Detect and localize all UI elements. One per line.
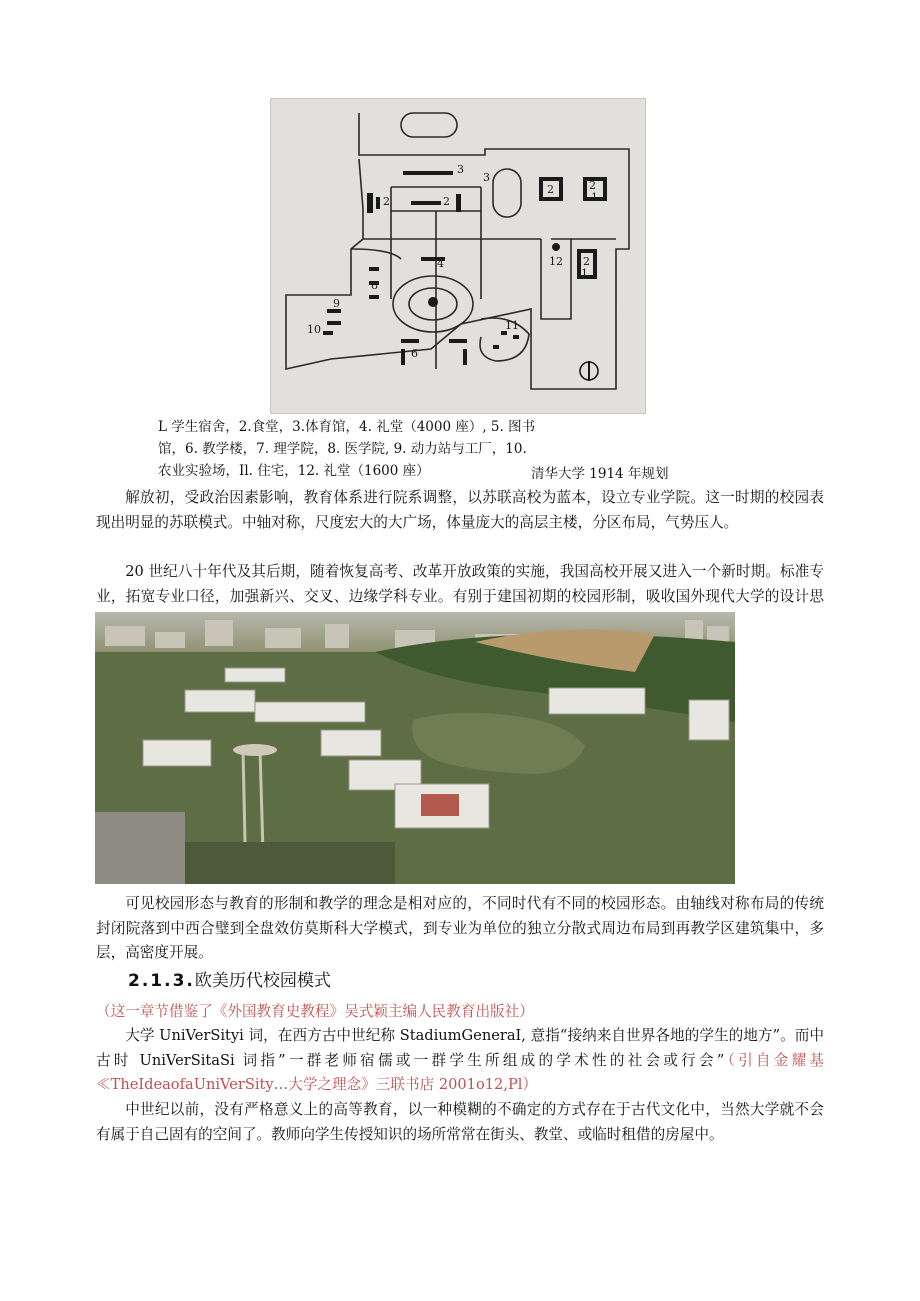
plan-label: 1 bbox=[581, 267, 588, 280]
plan-label: 3 bbox=[483, 171, 490, 184]
plan-label: 2 bbox=[443, 195, 450, 208]
plan-label: 9 bbox=[333, 297, 340, 310]
aerial-campus-photo bbox=[95, 612, 735, 884]
plan-label: 8 bbox=[371, 279, 378, 292]
paragraph: 20 世纪八十年代及其后期，随着恢复高考、改革开放政策的实施，我国高校开展又进入一个新时期。标准专业，拓宽专业口径，加强新兴、交叉、边缘学科专业。有别于建国初期的校园形制，吸收国外现代大学的设计思 bbox=[96, 563, 824, 605]
plan-label: 10 bbox=[307, 323, 321, 336]
plan-label: 2 bbox=[383, 195, 390, 208]
section-source-note: （这一章节借鉴了《外国教育史教程》吴式颖主编人民教育出版社） bbox=[96, 1003, 534, 1020]
plan-label: 3 bbox=[457, 163, 464, 176]
plan-label: 6 bbox=[411, 347, 418, 360]
figure-caption-title: 清华大学 1914 年规划 bbox=[531, 466, 669, 482]
section-title: 欧美历代校园模式 bbox=[194, 971, 331, 991]
campus-plan-figure bbox=[270, 98, 646, 414]
citation: （引自金耀基≪TheIdeaofaUniVerSity…大学之理念》三联书店 2001o12,Pl） bbox=[96, 1051, 824, 1093]
plan-label: 2 bbox=[547, 183, 554, 196]
plan-label: 2 bbox=[583, 255, 590, 268]
section-heading bbox=[128, 966, 331, 991]
plan-label: 1 bbox=[591, 191, 598, 204]
figure-caption-line: 馆，6. 教学楼，7. 理学院，8. 医学院, 9. 动力站与工厂，10. bbox=[158, 441, 527, 457]
plan-label: 11 bbox=[505, 319, 519, 332]
plan-label: 2 bbox=[589, 179, 596, 192]
figure-caption-line: L 学生宿舍，2.食堂，3.体育馆，4. 礼堂（4000 座）, 5. 图书 bbox=[158, 419, 536, 435]
plan-label: 4 bbox=[437, 257, 444, 270]
section-number: 2.1.3. bbox=[128, 971, 195, 991]
paragraph: 可见校园形态与教育的形制和教学的理念是相对应的，不同时代有不同的校园形态。由轴线对称布局的传统封闭院落到中西合璧到全盘效仿莫斯科大学模式，到专业为单位的独立分散式周边布局到再教学区建筑集中，多层，高密度开展。 bbox=[96, 895, 824, 961]
figure-caption-line: 农业实验场，Il. 住宅，12. 礼堂（1600 座） bbox=[158, 463, 430, 479]
paragraph bbox=[96, 1024, 824, 1098]
plan-label: 12 bbox=[549, 255, 563, 268]
paragraph: 中世纪以前，没有严格意义上的高等教育，以一种模糊的不确定的方式存在于古代文化中，当然大学就不会有属于自己固有的空间了。教师向学生传授知识的场所常常在街头、教堂、或临时租借的房屋中。 bbox=[96, 1101, 824, 1143]
paragraph-text: 大学 UniVerSityi 词，在西方古中世纪称 StadiumGeneraI, 意指“接纳来自世界各地的学生的地方”。而中古时 UniVerSitaSi 词指”一群老师宿儒或一群学生所组成的学术性的社会或行会” bbox=[96, 1027, 824, 1069]
campus-plan-drawing bbox=[271, 99, 645, 413]
paragraph: 解放初，受政治因素影响，教育体系进行院系调整，以苏联高校为蓝本，设立专业学院。这一时期的校园表现出明显的苏联模式。中轴对称，尺度宏大的大广场，体量庞大的高层主楼，分区布局，气势压人。 bbox=[96, 489, 824, 531]
